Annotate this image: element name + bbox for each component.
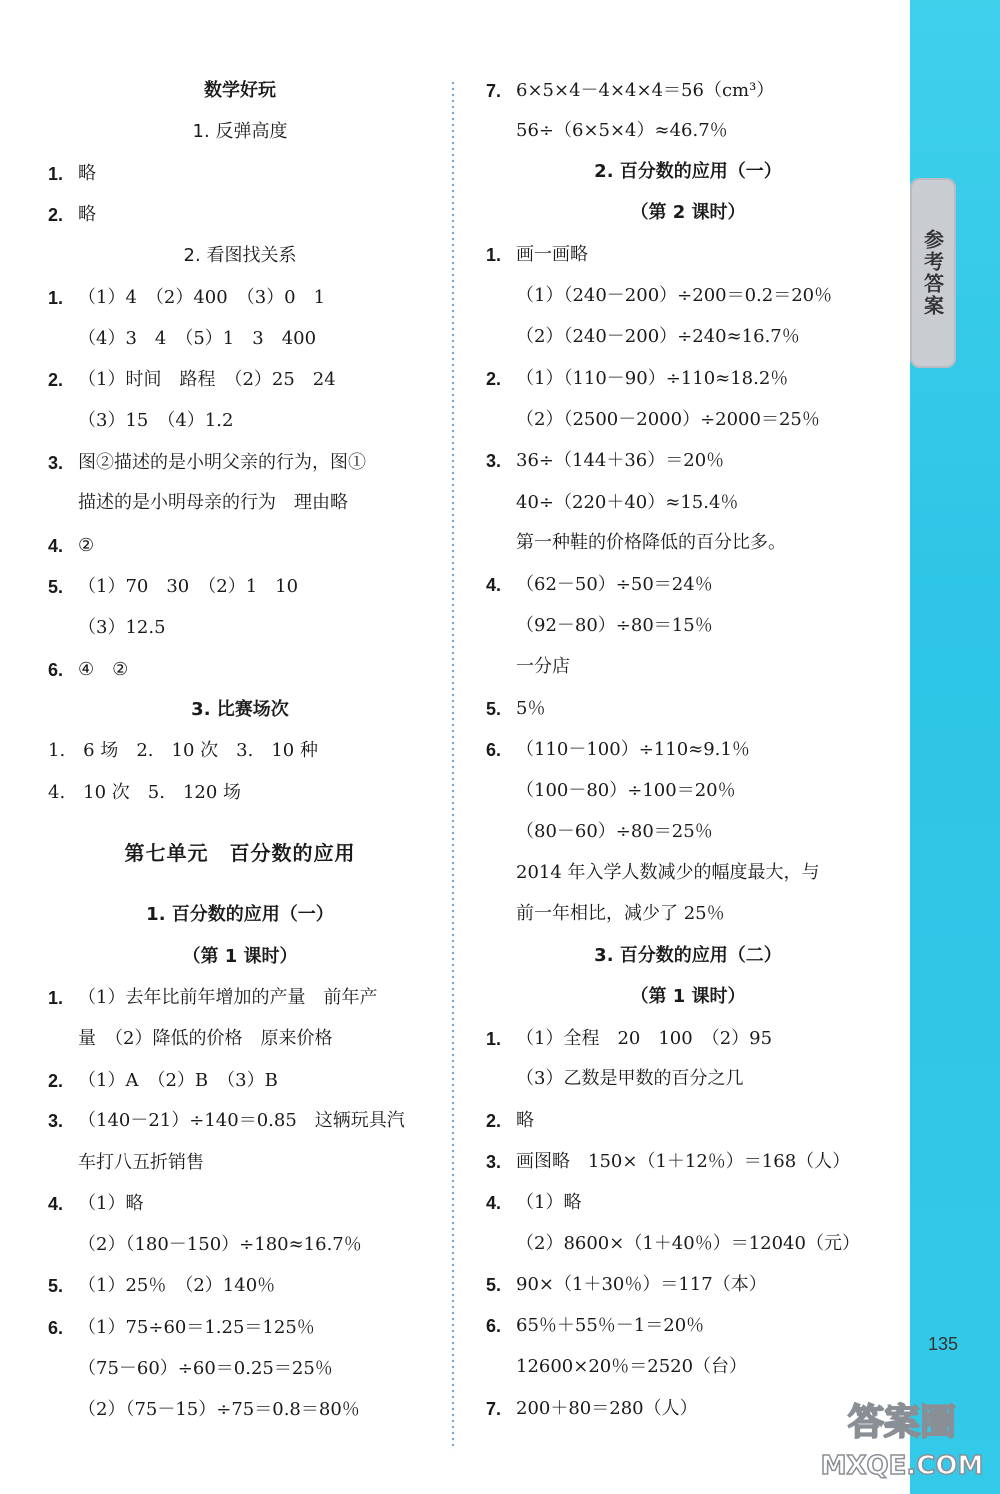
- question-number: 2.: [48, 205, 64, 225]
- answer-text: 1. 6 场 2. 10 次 3. 10 种: [48, 740, 318, 761]
- question-number: 5.: [486, 1275, 502, 1295]
- answer-text: 量 （2）降低的价格 原来价格: [78, 1028, 333, 1049]
- lesson-title: （第 1 课时）: [182, 946, 298, 967]
- question-number: 4.: [48, 1194, 64, 1214]
- question-number: 3.: [48, 453, 64, 473]
- answer-text: 4. 10 次 5. 120 场: [48, 782, 242, 803]
- answer-text: （1）70 30 （2）1 10: [78, 576, 299, 597]
- answer-text: 56÷（6×5×4）≈46.7％: [516, 120, 728, 141]
- subsection-title: 2. 看图找关系: [183, 245, 297, 266]
- lesson-title: （第 2 课时）: [630, 202, 746, 223]
- question-number: 4.: [486, 1193, 502, 1213]
- question-number: 2.: [48, 1071, 64, 1091]
- answer-tab-label: 参考答案: [920, 229, 945, 317]
- question-number: 6.: [48, 660, 64, 680]
- question-number: 5.: [486, 699, 502, 719]
- answer-text: （1）A （2）B （3）B: [78, 1070, 278, 1091]
- subsection-title: 3. 百分数的应用（二）: [594, 945, 782, 966]
- answer-text: （1）去年比前年增加的产量 前年产: [78, 987, 378, 1008]
- answer-text: （2）（2500－2000）÷2000＝25％: [516, 409, 820, 430]
- answer-text: （2）（180－150）÷180≈16.7％: [78, 1234, 362, 1255]
- question-number: 7.: [486, 81, 502, 101]
- question-number: 2.: [486, 369, 502, 389]
- answer-text: （1）时间 路程 （2）25 24: [78, 369, 336, 390]
- column-divider: [451, 80, 455, 1450]
- question-number: 1.: [486, 245, 502, 265]
- answer-text: （1）25％ （2）140％: [78, 1275, 276, 1296]
- question-number: 3.: [486, 1152, 502, 1172]
- answer-text: ②: [78, 535, 95, 556]
- answer-text: （1）（240－200）÷200＝0.2＝20％: [516, 285, 833, 306]
- answer-text: （1）75÷60＝1.25＝125％: [78, 1317, 315, 1338]
- answer-text: （110－100）÷110≈9.1％: [516, 739, 750, 760]
- answer-text: （140－21）÷140＝0.85 这辆玩具汽: [78, 1110, 405, 1131]
- answer-text: （1）全程 20 100 （2）95: [516, 1028, 773, 1049]
- answer-text: （3）乙数是甲数的百分之几: [516, 1068, 744, 1089]
- answer-text: 第一种鞋的价格降低的百分比多。: [516, 532, 786, 553]
- answer-text: 略: [516, 1110, 534, 1131]
- answer-text: 车打八五折销售: [78, 1152, 204, 1173]
- answer-text: 2014 年入学人数减少的幅度最大，与: [516, 862, 820, 883]
- answer-text: （1）略: [78, 1193, 144, 1214]
- answer-text: 描述的是小明母亲的行为 理由略: [78, 492, 348, 513]
- question-number: 4.: [486, 575, 502, 595]
- question-number: 5.: [48, 577, 64, 597]
- answer-text: 5％: [516, 698, 546, 719]
- question-number: 6.: [486, 740, 502, 760]
- answer-text: 40÷（220＋40）≈15.4％: [516, 492, 739, 513]
- watermark-bottom-text: MXQE.COM: [820, 1451, 984, 1481]
- answer-text: （92－80）÷80＝15％: [516, 615, 713, 636]
- answer-text: （62－50）÷50＝24％: [516, 574, 713, 595]
- lesson-title: （第 1 课时）: [630, 986, 746, 1007]
- answer-text: （1）4 （2）400 （3）0 1: [78, 287, 326, 308]
- question-number: 5.: [48, 1276, 64, 1296]
- subsection-title: 3. 比赛场次: [191, 699, 289, 720]
- question-number: 7.: [486, 1399, 502, 1419]
- answer-text: （2）（75－15）÷75＝0.8＝80％: [78, 1399, 360, 1420]
- answer-text: 36÷（144＋36）＝20％: [516, 450, 725, 471]
- answer-text: 略: [78, 204, 96, 225]
- answer-text: 一分店: [516, 656, 570, 677]
- answer-text: （2）（240－200）÷240≈16.7％: [516, 326, 800, 347]
- answer-text: 90×（1＋30％）＝117（本）: [516, 1274, 767, 1295]
- answer-tab: [910, 178, 956, 368]
- question-number: 4.: [48, 536, 64, 556]
- answer-text: 前一年相比，减少了 25％: [516, 903, 725, 924]
- question-number: 6.: [486, 1316, 502, 1336]
- answer-text: 200＋80＝280（人）: [516, 1398, 698, 1419]
- answer-text: 12600×20％＝2520（台）: [516, 1356, 748, 1377]
- question-number: 3.: [486, 451, 502, 471]
- answer-text: （3）12.5: [78, 617, 166, 638]
- question-number: 2.: [48, 370, 64, 390]
- question-number: 2.: [486, 1111, 502, 1131]
- section-title: 数学好玩: [204, 80, 276, 101]
- subsection-title: 2. 百分数的应用（一）: [594, 161, 782, 182]
- answer-text: （1）略: [516, 1192, 582, 1213]
- answer-text: （2）8600×（1＋40％）＝12040（元）: [516, 1233, 860, 1254]
- answer-text: 图②描述的是小明父亲的行为，图①: [78, 452, 366, 473]
- answer-text: （4）3 4 （5）1 3 400: [78, 328, 317, 349]
- answer-text: （3）15 （4）1.2: [78, 410, 234, 431]
- question-number: 1.: [48, 288, 64, 308]
- answer-text: （1）（110－90）÷110≈18.2％: [516, 368, 789, 389]
- watermark-logo: [812, 1392, 992, 1484]
- question-number: 1.: [48, 988, 64, 1008]
- answer-text: 画图略 150×（1＋12％）＝168（人）: [516, 1151, 851, 1172]
- question-number: 6.: [48, 1318, 64, 1338]
- answer-text: ④ ②: [78, 659, 129, 680]
- question-number: 1.: [48, 164, 64, 184]
- answer-text: 65％＋55％－1＝20％: [516, 1315, 705, 1336]
- subsection-title: 1. 百分数的应用（一）: [146, 904, 334, 925]
- answer-text: 略: [78, 163, 96, 184]
- watermark-top-text: 答案圈: [847, 1402, 957, 1443]
- unit-title: 第七单元 百分数的应用: [124, 841, 356, 865]
- answer-text: 6×5×4－4×4×4＝56（cm³）: [516, 80, 775, 101]
- answer-text: （75－60）÷60＝0.25＝25％: [78, 1358, 333, 1379]
- answer-text: （100－80）÷100＝20％: [516, 780, 736, 801]
- question-number: 1.: [486, 1029, 502, 1049]
- subsection-title: 1. 反弹高度: [192, 121, 288, 142]
- answer-text: （80－60）÷80＝25％: [516, 821, 713, 842]
- answer-text: 画一画略: [516, 244, 588, 265]
- question-number: 3.: [48, 1111, 64, 1131]
- page-number: 135: [928, 1334, 959, 1354]
